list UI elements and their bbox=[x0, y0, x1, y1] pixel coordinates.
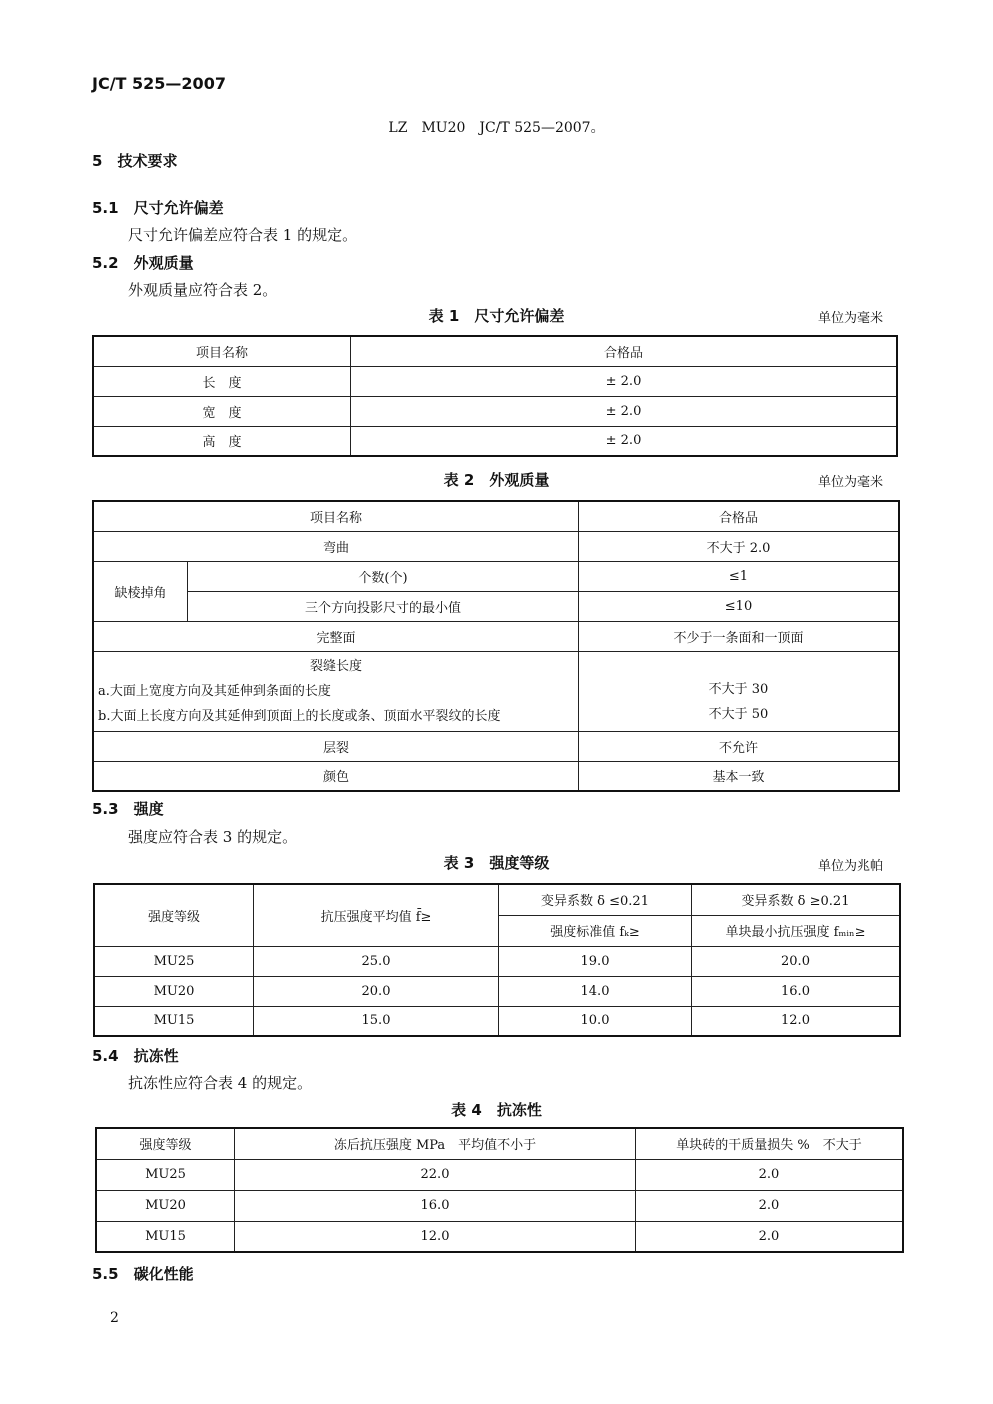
section-5-3-heading bbox=[92, 798, 164, 819]
table-cell: ≤1 bbox=[579, 561, 900, 591]
table-4-caption: 表 4 抗冻性 bbox=[451, 1101, 542, 1119]
table-row bbox=[93, 396, 897, 426]
table-cell: 颜色 bbox=[93, 761, 579, 791]
doc-code-header: JC/T 525—2007 bbox=[92, 74, 226, 93]
section-number: 5.4 bbox=[92, 1047, 119, 1065]
table-header: 变异系数 δ ≤0.21 bbox=[499, 884, 692, 915]
section-5-2-heading bbox=[92, 252, 194, 273]
marking-example: LZ MU20 JC/T 525—2007。 bbox=[388, 120, 605, 136]
table-cell: MU20 bbox=[94, 976, 254, 1006]
table-header: 合格品 bbox=[351, 336, 898, 366]
section-title: 抗冻性 bbox=[133, 1047, 179, 1065]
table-1-caption: 表 1 尺寸允许偏差 bbox=[428, 307, 565, 325]
table-3-caption: 表 3 强度等级 bbox=[443, 854, 550, 872]
table-1-unit: 单位为毫米 bbox=[817, 311, 883, 326]
table-cell: 15.0 bbox=[254, 1006, 499, 1036]
table-cell: 2.0 bbox=[636, 1190, 904, 1221]
table-cell: ± 2.0 bbox=[351, 396, 898, 426]
crack-values-cell bbox=[579, 651, 900, 731]
table-row bbox=[93, 621, 899, 651]
table-cell: 14.0 bbox=[499, 976, 692, 1006]
table-cell: 宽 度 bbox=[93, 396, 351, 426]
table-cell: 20.0 bbox=[692, 946, 901, 976]
table-cell: 高 度 bbox=[93, 426, 351, 456]
table-row bbox=[93, 366, 897, 396]
table-cell: 20.0 bbox=[254, 976, 499, 1006]
table-row bbox=[96, 1221, 903, 1252]
table-header: 强度等级 bbox=[94, 884, 254, 946]
crack-title: 裂缝长度 bbox=[309, 658, 362, 674]
table-header: 强度标准值 fₖ≥ bbox=[499, 915, 692, 946]
section-title: 强度 bbox=[133, 800, 164, 818]
table-3-unit: 单位为兆帕 bbox=[817, 859, 883, 874]
table-1 bbox=[92, 335, 898, 457]
section-number: 5.5 bbox=[92, 1265, 119, 1283]
section-5-heading bbox=[92, 150, 177, 171]
table-cell: 不大于 2.0 bbox=[579, 531, 900, 561]
table-cell: MU20 bbox=[96, 1190, 235, 1221]
table-group-cell: 缺棱掉角 bbox=[93, 561, 188, 621]
table-row bbox=[93, 561, 899, 591]
section-5-3-text: 强度应符合表 3 的规定。 bbox=[128, 828, 298, 846]
table-cell: 12.0 bbox=[692, 1006, 901, 1036]
table-row bbox=[96, 1159, 903, 1190]
table-cell: 不少于一条面和一顶面 bbox=[579, 621, 900, 651]
table-cell: 个数(个) bbox=[188, 561, 579, 591]
table-header: 项目名称 bbox=[93, 501, 579, 531]
table-header: 单块最小抗压强度 fₘᵢₙ≥ bbox=[692, 915, 901, 946]
crack-description-cell bbox=[93, 651, 579, 731]
table-cell: ± 2.0 bbox=[351, 426, 898, 456]
table-cell: ≤10 bbox=[579, 591, 900, 621]
table-header: 项目名称 bbox=[93, 336, 351, 366]
table-cell: 19.0 bbox=[499, 946, 692, 976]
crack-value-b: 不大于 50 bbox=[708, 707, 769, 722]
section-title: 碳化性能 bbox=[133, 1265, 194, 1283]
table-row bbox=[93, 651, 899, 731]
table-cell: 16.0 bbox=[235, 1190, 636, 1221]
table-3 bbox=[93, 883, 901, 1037]
table-cell: 2.0 bbox=[636, 1159, 904, 1190]
table-2 bbox=[92, 500, 900, 792]
table-2-unit: 单位为毫米 bbox=[817, 475, 883, 490]
table-cell: 不允许 bbox=[579, 731, 900, 761]
section-number: 5.3 bbox=[92, 800, 119, 818]
table-cell: 长 度 bbox=[93, 366, 351, 396]
table-cell: 层裂 bbox=[93, 731, 579, 761]
table-header: 冻后抗压强度 MPa 平均值不小于 bbox=[235, 1128, 636, 1159]
table-cell: 完整面 bbox=[93, 621, 579, 651]
table-2-caption: 表 2 外观质量 bbox=[443, 471, 550, 489]
section-5-2-text: 外观质量应符合表 2。 bbox=[128, 281, 278, 299]
crack-item-b: b.大面上长度方向及其延伸到顶面上的长度或条、顶面水平裂纹的长度 bbox=[98, 708, 501, 724]
table-row bbox=[94, 1006, 900, 1036]
table-cell: 三个方向投影尺寸的最小值 bbox=[188, 591, 579, 621]
table-row bbox=[93, 426, 897, 456]
table-4 bbox=[95, 1127, 904, 1253]
section-number: 5 bbox=[92, 152, 103, 170]
table-cell: MU15 bbox=[96, 1221, 235, 1252]
table-cell: 弯曲 bbox=[93, 531, 579, 561]
table-cell: 16.0 bbox=[692, 976, 901, 1006]
table-cell: 10.0 bbox=[499, 1006, 692, 1036]
section-5-4-heading bbox=[92, 1045, 179, 1066]
crack-value-a: 不大于 30 bbox=[708, 682, 769, 697]
table-row bbox=[96, 1190, 903, 1221]
section-title: 技术要求 bbox=[117, 152, 178, 170]
table-cell: 基本一致 bbox=[579, 761, 900, 791]
crack-item-a: a.大面上宽度方向及其延伸到条面的长度 bbox=[98, 683, 331, 699]
table-row bbox=[93, 761, 899, 791]
table-row bbox=[93, 591, 899, 621]
table-cell: 2.0 bbox=[636, 1221, 904, 1252]
section-number: 5.1 bbox=[92, 199, 119, 217]
table-cell: 22.0 bbox=[235, 1159, 636, 1190]
section-5-1-heading bbox=[92, 197, 224, 218]
table-row bbox=[94, 946, 900, 976]
section-title: 尺寸允许偏差 bbox=[133, 199, 224, 217]
section-5-1-text: 尺寸允许偏差应符合表 1 的规定。 bbox=[128, 226, 358, 244]
page-number: 2 bbox=[110, 1310, 119, 1326]
table-row bbox=[93, 531, 899, 561]
table-header: 变异系数 δ ≥0.21 bbox=[692, 884, 901, 915]
table-header: 强度等级 bbox=[96, 1128, 235, 1159]
table-cell: MU25 bbox=[96, 1159, 235, 1190]
table-cell: 25.0 bbox=[254, 946, 499, 976]
table-row bbox=[93, 731, 899, 761]
table-cell: ± 2.0 bbox=[351, 366, 898, 396]
section-title: 外观质量 bbox=[133, 254, 194, 272]
table-row bbox=[94, 976, 900, 1006]
table-header: 抗压强度平均值 f̄≥ bbox=[254, 884, 499, 946]
table-header: 合格品 bbox=[579, 501, 900, 531]
section-5-4-text: 抗冻性应符合表 4 的规定。 bbox=[128, 1074, 313, 1092]
section-5-5-heading bbox=[92, 1263, 194, 1284]
section-number: 5.2 bbox=[92, 254, 119, 272]
table-cell: 12.0 bbox=[235, 1221, 636, 1252]
table-header: 单块砖的干质量损失 % 不大于 bbox=[636, 1128, 904, 1159]
table-cell: MU25 bbox=[94, 946, 254, 976]
table-cell: MU15 bbox=[94, 1006, 254, 1036]
